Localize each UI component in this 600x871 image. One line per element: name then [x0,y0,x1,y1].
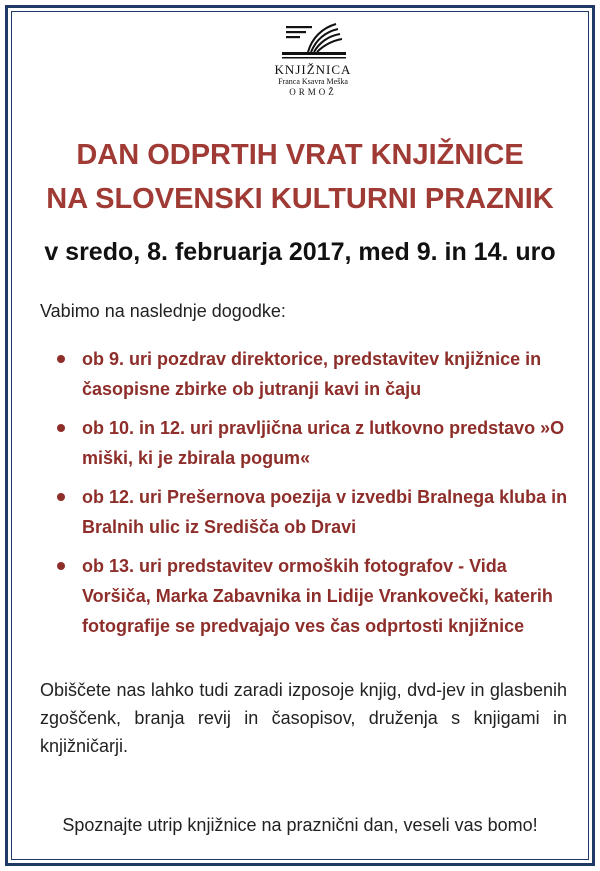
bullet-icon [57,355,65,363]
logo-name: KNJIŽNICA [274,62,352,77]
footer-text: Spoznajte utrip knjižnice na praznični dan, veseli vas bomo! [62,815,538,835]
event-text: ob 9. uri pozdrav direktorice, predstavitev knjižnice in časopisne zbirke ob jutranji kavi in čaju [82,349,542,399]
event-text: ob 12. uri Prešernova poezija v izvedbi Bralnega kluba in Bralnih ulic iz Središča ob Dravi [82,487,568,537]
logo-town: ORMOŽ [289,87,337,97]
event-item [54,551,574,641]
event-date: v sredo, 8. februarja 2017, med 9. in 14. uro [44,238,556,266]
closing-paragraph: Obiščete nas lahko tudi zaradi izposoje knjig, dvd-jev in glasbenih zgoščenk, branja revij in časopisov, druženja s knjigami in knjižničarji. [40,680,567,756]
event-item [54,482,574,542]
bullet-icon [57,562,65,570]
bullet-icon [57,424,65,432]
events-list [54,344,574,650]
event-text: ob 10. in 12. uri pravljična urica z lutkovno predstavo »O miški, ki je zbirala pogum« [82,418,565,468]
book-icon [278,22,348,62]
title-line-2: NA SLOVENSKI KULTURNI PRAZNIK [46,183,554,215]
logo-subtitle: Franca Ksavra Meška [278,77,348,86]
event-item [54,344,574,404]
bullet-icon [57,493,65,501]
event-item [54,413,574,473]
intro-text: Vabimo na naslednje dogodke: [40,301,286,321]
title-line-1: DAN ODPRTIH VRAT KNJIŽNICE [76,139,524,171]
event-text: ob 13. uri predstavitev ormoških fotografov - Vida Voršiča, Marka Zabavnika in Lidije Vrankovečki, katerih fotografije se predvajajo ves čas odprtosti knjižnice [82,556,553,636]
library-logo [268,22,358,112]
